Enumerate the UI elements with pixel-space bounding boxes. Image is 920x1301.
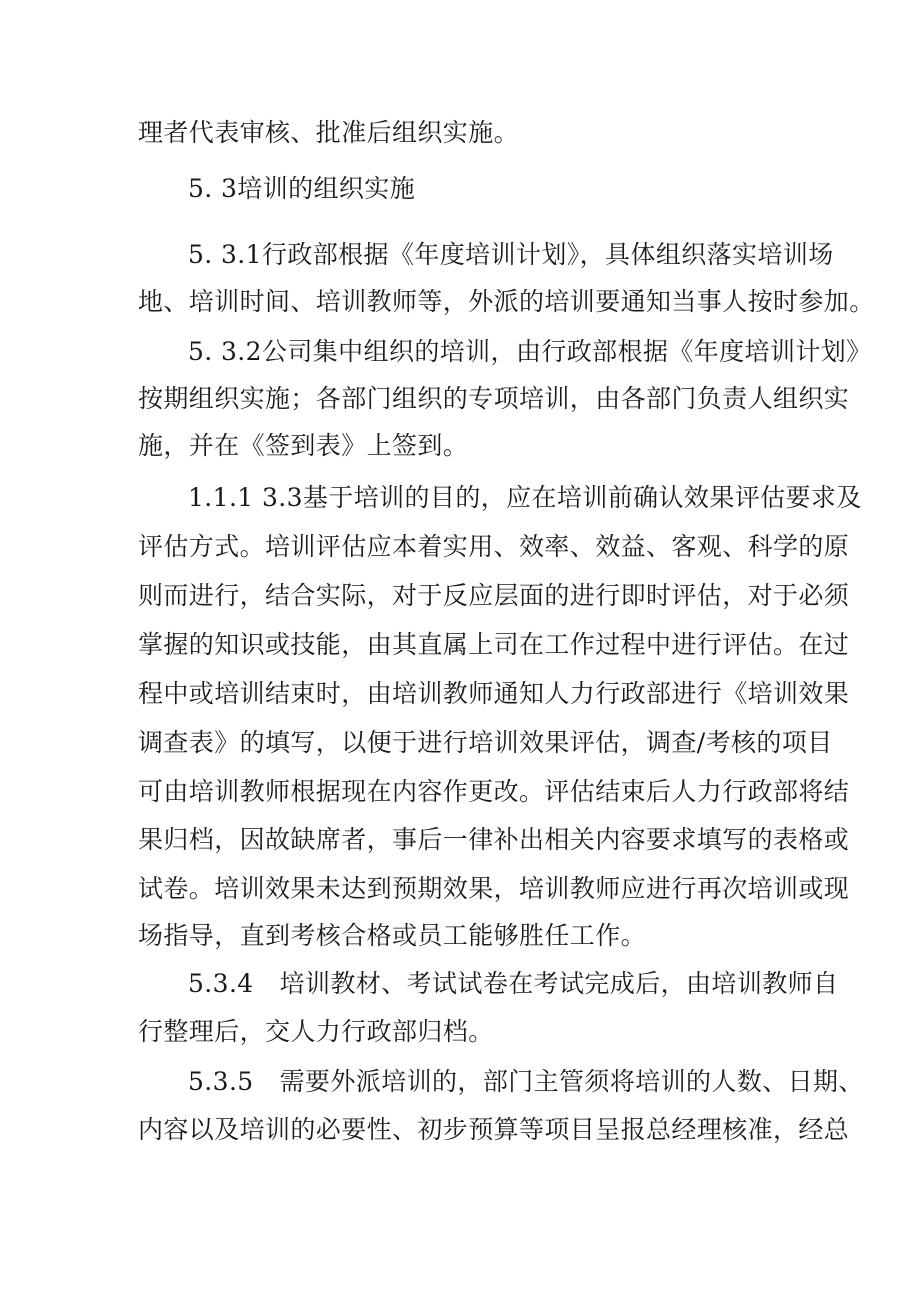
- section-text: 需要外派培训的，部门主管须将培训的人数、日期、: [279, 1067, 864, 1096]
- text-line: 场指导，直到考核合格或员工能够胜任工作。: [138, 921, 647, 950]
- text-line: 地、培训时间、培训教师等，外派的培训要通知当事人按时参加。: [138, 287, 875, 316]
- section-number: 5.3.5: [188, 1067, 254, 1096]
- text-line: 按期组织实施；各部门组织的专项培训，由各部门负责人组织实: [138, 384, 850, 413]
- text-line: 果归档，因故缺席者，事后一律补出相关内容要求填写的表格或: [138, 825, 850, 854]
- text-line: [188, 1067, 864, 1097]
- text-line: 程中或培训结束时，由培训教师通知人力行政部进行《培训效果: [138, 679, 850, 708]
- section-text: 培训教材、考试试卷在考试完成后，由培训教师自: [279, 969, 839, 998]
- text-line: 内容以及培训的必要性、初步预算等项目呈报总经理核准，经总: [138, 1115, 850, 1144]
- text-line: 试卷。培训效果未达到预期效果，培训教师应进行再次培训或现: [138, 874, 850, 903]
- section-heading: 5. 3培训的组织实施: [188, 174, 416, 203]
- text-line: [188, 969, 838, 999]
- text-line: 则而进行，结合实际，对于反应层面的进行即时评估，对于必须: [138, 581, 850, 610]
- text-line: 可由培训教师根据现在内容作更改。评估结束后人力行政部将结: [138, 777, 850, 806]
- text-line: 评估方式。培训评估应本着实用、效率、效益、客观、科学的原: [138, 532, 850, 561]
- text-line: 5. 3.2公司集中组织的培训，由行政部根据《年度培训计划》: [188, 337, 872, 366]
- text-line: 1.1.1 3.3基于培训的目的，应在培训前确认效果评估要求及: [188, 483, 862, 512]
- text-line: 理者代表审核、批准后组织实施。: [138, 118, 520, 147]
- section-number: 5.3.4: [188, 969, 254, 998]
- text-line: 行整理后，交人力行政部归档。: [138, 1017, 494, 1046]
- text-line: 5. 3.1行政部根据《年度培训计划》，具体组织落实培训场: [188, 240, 834, 269]
- text-line: 调查表》的填写，以便于进行培训效果评估，调查/考核的项目: [138, 728, 833, 757]
- text-line: 施，并在《签到表》上签到。: [138, 431, 469, 460]
- text-line: 掌握的知识或技能，由其直属上司在工作过程中进行评估。在过: [138, 630, 850, 659]
